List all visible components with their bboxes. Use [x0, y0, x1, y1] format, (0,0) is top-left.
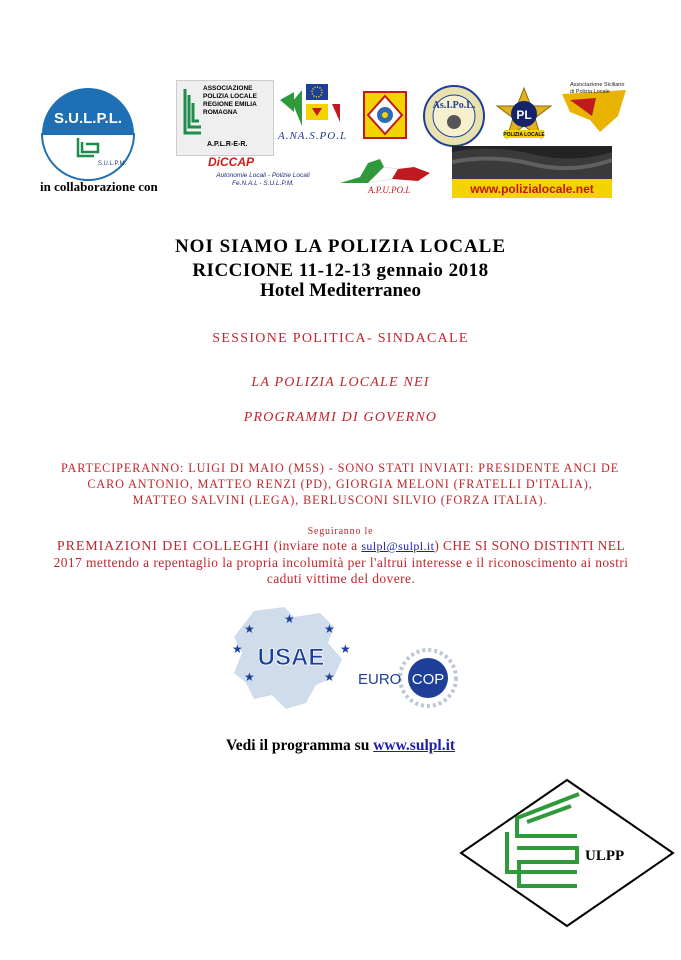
- svg-text:★: ★: [324, 622, 335, 636]
- event-title: NOI SIAMO LA POLIZIA LOCALE: [174, 236, 507, 257]
- aplrer-text: ASSOCIAZIONE POLIZIA LOCALE REGIONE EMILIA ROMAGNA: [203, 85, 257, 116]
- svg-text:★: ★: [244, 670, 255, 684]
- sulpl-logo-subtext: S.U.L.P.M.: [97, 161, 127, 167]
- program-link[interactable]: www.sulpl.it: [373, 737, 456, 754]
- awards-email-link[interactable]: sulpl@sulpl.it: [361, 539, 435, 553]
- apupol-logo: [338, 153, 432, 201]
- eurocop-logo: [356, 648, 462, 708]
- usae-logo: [224, 603, 358, 713]
- diccap-line1: Autonomie Locali - Polizie Locali: [216, 172, 310, 179]
- awards-paragraph: [50, 538, 632, 587]
- shield-badge-logo: [362, 90, 408, 140]
- svg-text:★: ★: [324, 670, 335, 684]
- svg-text:★: ★: [244, 622, 255, 636]
- awards-paren-close: ): [434, 538, 440, 553]
- sulpl-logo-text: S.U.L.P.L.: [53, 110, 123, 127]
- aplrer-short: A.P.L.R-E-R.: [207, 141, 248, 148]
- asipol-label: As.I.Po.L.: [432, 100, 476, 111]
- collaboration-label: in collaborazione con: [40, 179, 158, 194]
- pl-badge-caption: POLIZIA LOCALE: [503, 132, 545, 138]
- aplrer-logo: [176, 80, 274, 156]
- diccap-logo: [188, 155, 338, 191]
- svg-text:★: ★: [340, 642, 351, 656]
- sulpp-label: ULPP: [585, 848, 625, 864]
- usae-label: USAE: [257, 644, 325, 671]
- sulpl-logo: [38, 86, 138, 182]
- awards-rest: CHE SI SONO DISTINTI NEL 2017 mettendo a repentaglio la propria incolumità per l'altrui interesse e il riconoscimento ai nostri caduti vittime del dovere.: [53, 538, 629, 586]
- awards-paren-open: (inviare note a: [273, 538, 358, 553]
- eurocop-euro-text: EURO: [358, 671, 402, 688]
- theme-line-2: PROGRAMMI DI GOVERNO: [243, 410, 438, 425]
- asipol-logo: [419, 84, 489, 148]
- anaspol-logo: [274, 82, 354, 148]
- awards-lead: PREMIAZIONI DEI COLLEGHI: [56, 539, 270, 554]
- diccap-title: DiCCAP: [208, 155, 255, 169]
- program-text: Vedi il programma su: [225, 737, 370, 754]
- program-line: [0, 737, 681, 755]
- participants-text: PARTECIPERANNO: LUIGI DI MAIO (M5S) - SONO STATI INVIATI: PRESIDENTE ANCI DE CARO ANTONIO, MATTEO RENZI (PD), GIORGIA MELONI (FRATELLI D'ITALIA), MATTEO SALVINI (LEGA), BERLUSCONI SILVIO (FORZA ITALIA).: [60, 461, 620, 507]
- sicilian-association-name: Associazione Siciliano di Polizia Locale: [570, 82, 625, 95]
- theme-line-1: LA POLIZIA LOCALE NEI: [251, 375, 430, 390]
- event-location-date: RICCIONE 11-12-13 gennaio 2018: [192, 260, 489, 281]
- svg-text:★: ★: [232, 642, 243, 656]
- diccap-line2: Fe.N.A.L - S.U.L.P.M.: [232, 180, 294, 187]
- sulpp-logo: [457, 776, 677, 930]
- eurocop-cop-text: COP: [411, 671, 445, 688]
- seguiranno-label: Seguiranno le: [307, 526, 374, 537]
- pl-badge-logo: [494, 86, 554, 144]
- polizialocale-net-label: www.polizialocale.net: [470, 182, 594, 196]
- anaspol-label: A.NA.S.PO.L: [278, 130, 348, 142]
- svg-text:★: ★: [284, 612, 295, 626]
- apupol-label: A.P.U.PO.L: [368, 185, 411, 195]
- polizialocale-net-banner: [452, 146, 612, 198]
- session-heading: SESSIONE POLITICA- SINDACALE: [212, 331, 469, 346]
- event-venue: Hotel Mediterraneo: [260, 280, 421, 301]
- pl-badge-text: PL: [516, 108, 532, 122]
